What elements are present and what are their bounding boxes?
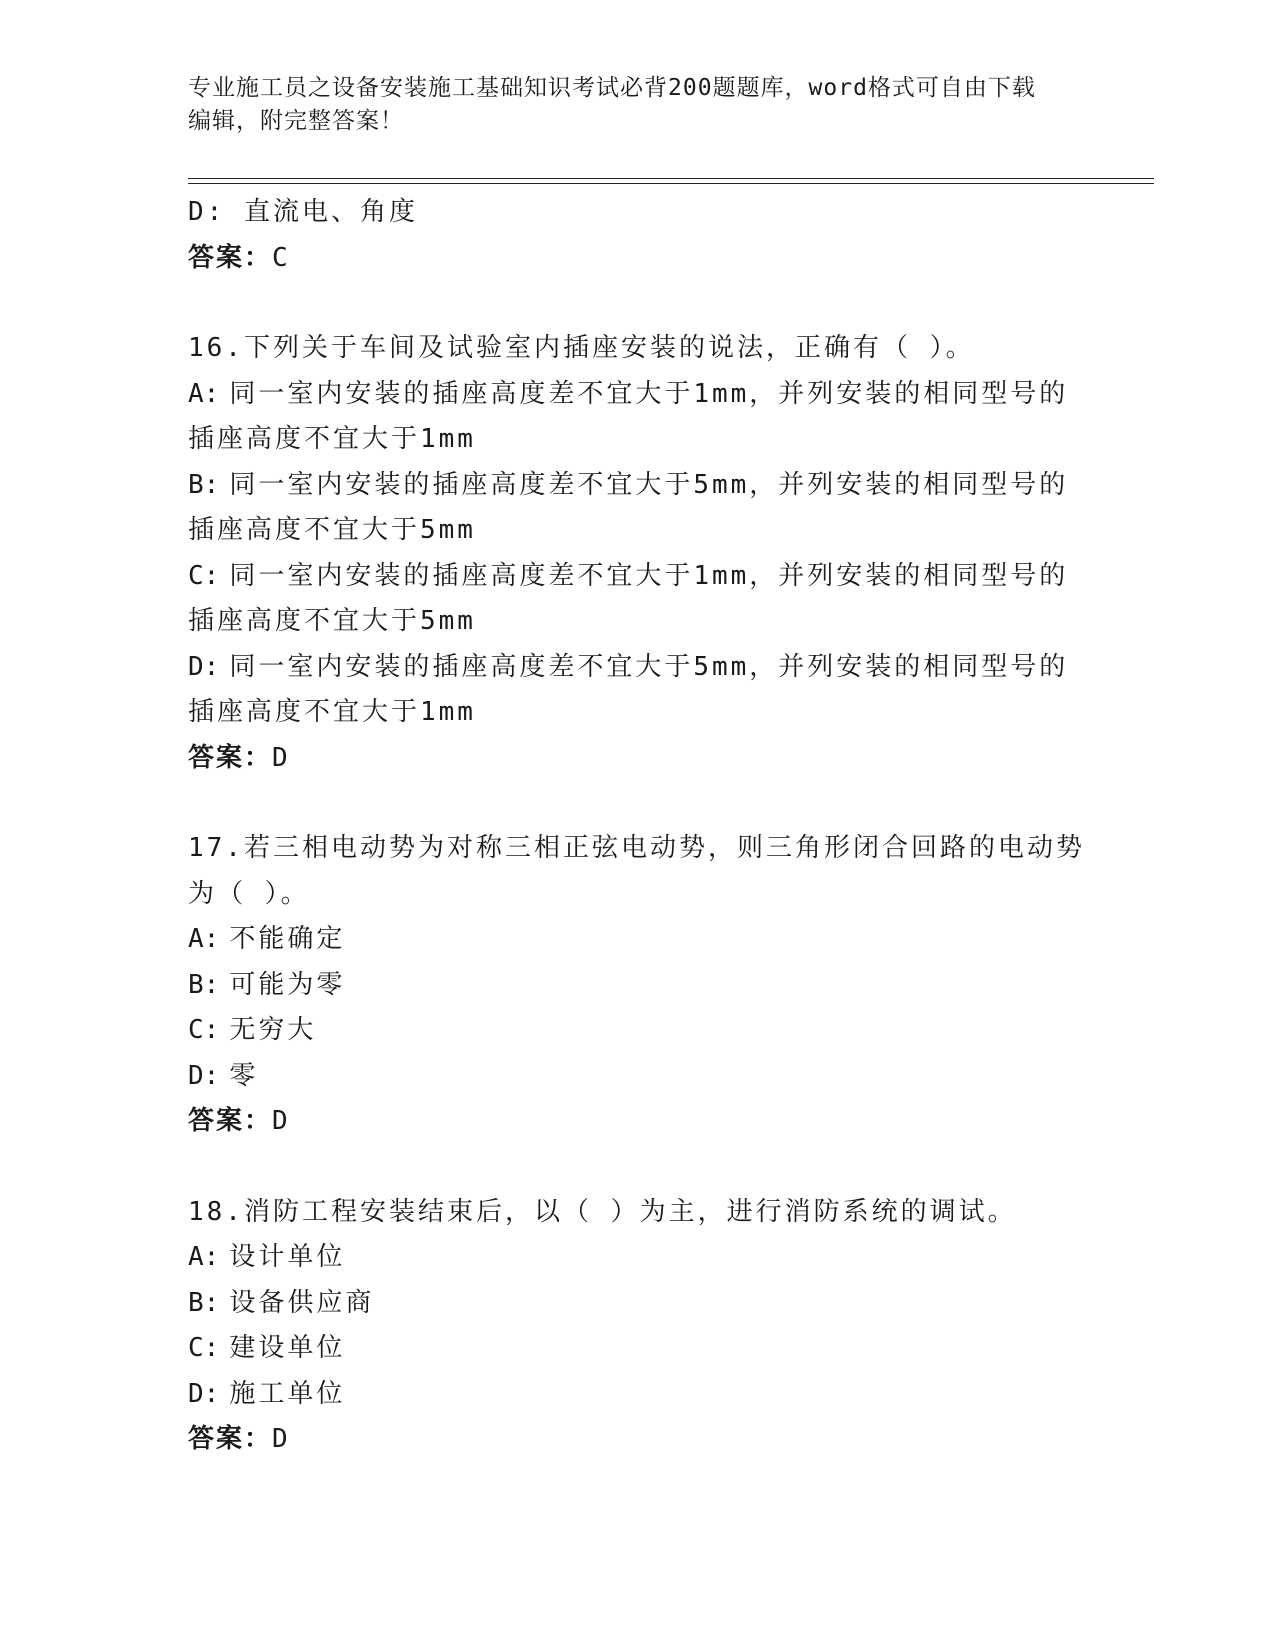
option-d [188,1372,1088,1418]
option-text-line-2: 插座高度不宜大于5mm [188,515,476,545]
option-letter: D: [188,1378,220,1409]
option-text-line-2: 插座高度不宜大于5mm [188,606,476,636]
question-answer [188,736,1088,782]
option-text: 建设单位 [229,1333,346,1363]
option-text-line-1: 同一室内安装的插座高度差不宜大于1mm，并列安装的相同型号的 [229,378,1069,409]
answer-label: 答案： [188,1424,273,1454]
option-text-line-1: 同一室内安装的插座高度差不宜大于1mm，并列安装的相同型号的 [229,560,1069,591]
prev-answer [188,236,1088,282]
option-letter: C: [188,560,220,591]
option-b [188,463,1088,554]
option-text-line-1: 同一室内安装的插座高度差不宜大于5mm，并列安装的相同型号的 [229,651,1069,682]
option-text: 零 [229,1060,259,1091]
option-letter: A: [188,924,220,954]
option-text: 施工单位 [229,1378,346,1409]
answer-label: 答案： [188,742,273,773]
option-letter: B: [188,1287,220,1318]
option-c [188,1326,1088,1372]
option-b [188,963,1088,1009]
option-letter: C: [188,1333,220,1363]
header-title-line-2: 编辑，附完整答案！ [188,108,404,134]
answer-value: D [272,742,290,773]
option-text: 无穷大 [229,1015,317,1045]
answer-label: 答案： [188,242,273,273]
question-answer [188,1417,1088,1463]
option-c [188,1008,1088,1054]
option-text: 可能为零 [229,969,346,1000]
option-letter: C: [188,1015,220,1045]
question-answer [188,1099,1088,1145]
option-text: 设备供应商 [229,1287,375,1318]
question-stem-line-1: 17.若三相电动势为对称三相正弦电动势，则三角形闭合回路的电动势 [188,833,1085,863]
answer-value: C [272,242,290,273]
option-letter: B: [188,969,220,1000]
header-divider-top [188,178,1154,179]
option-text-line-2: 插座高度不宜大于1mm [188,424,476,454]
question-stem-line-2: 为（ ）。 [188,878,310,909]
question-stem: 16.下列关于车间及试验室内插座安装的说法，正确有（ ）。 [188,333,975,363]
option-a [188,917,1088,963]
question-17 [188,826,1088,1145]
question-stem: 18.消防工程安装结束后，以（ ）为主，进行消防系统的调试。 [188,1196,1017,1227]
document-header [188,72,1068,138]
prev-question-block [188,190,1088,281]
option-a [188,372,1088,463]
answer-value: D [272,1106,290,1136]
option-text-line-1: 同一室内安装的插座高度差不宜大于5mm，并列安装的相同型号的 [229,469,1069,500]
option-a [188,1235,1088,1281]
option-letter: D: [188,651,220,682]
answer-value: D [272,1424,290,1454]
option-letter: D: [188,1060,220,1091]
option-b [188,1281,1088,1327]
option-d [188,645,1088,736]
option-text: 设计单位 [229,1242,346,1272]
option-text-line-2: 插座高度不宜大于1mm [188,697,476,727]
option-letter: A: [188,1242,220,1272]
prev-option-d: D: 直流电、角度 [188,197,418,227]
question-16 [188,326,1088,781]
option-letter: A: [188,378,220,409]
header-divider-bottom [188,183,1154,184]
answer-label: 答案： [188,1106,273,1136]
option-c [188,554,1088,645]
question-list [188,190,1088,1463]
question-18 [188,1190,1088,1463]
option-letter: B: [188,469,220,500]
option-text: 不能确定 [229,924,346,954]
option-d [188,1054,1088,1100]
header-title-line-1: 专业施工员之设备安装施工基础知识考试必背200题题库，word格式可自由下载 [188,75,1036,101]
